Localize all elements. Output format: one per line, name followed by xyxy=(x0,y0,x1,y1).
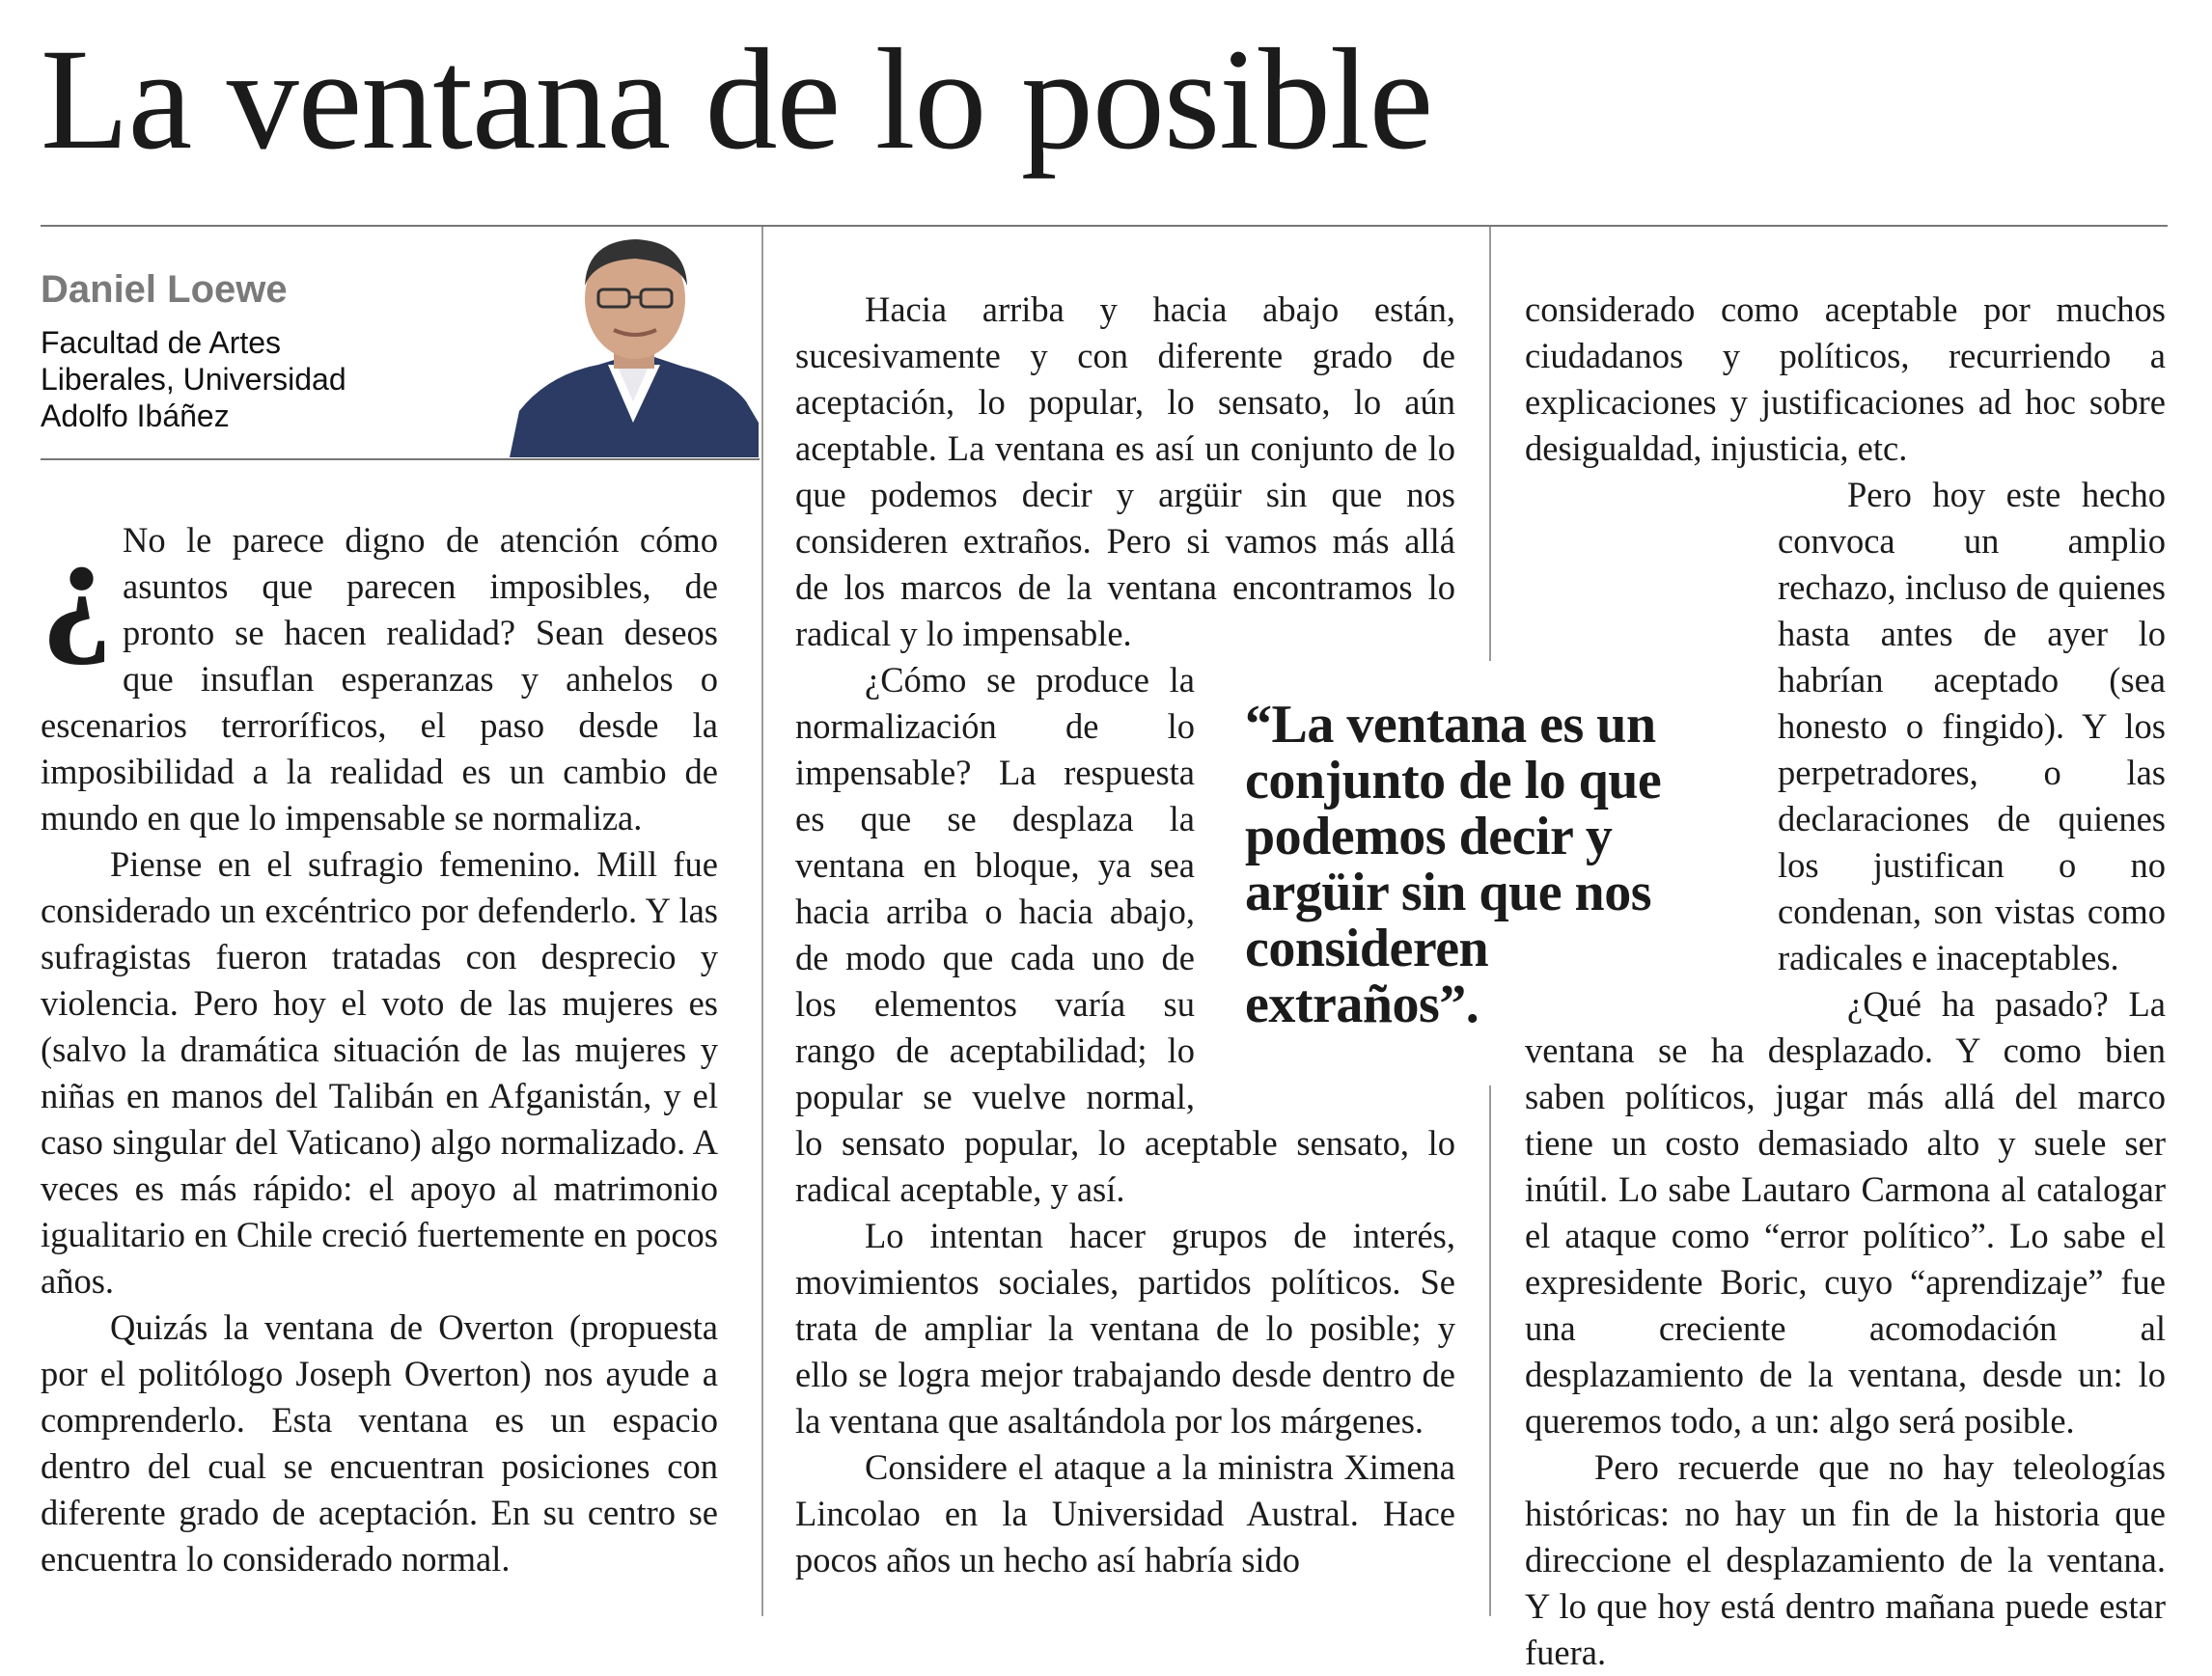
article-paragraph-2: Piense en el sufragio femenino. Mill fue considerado un excéntrico por defenderlo. Y las sufragistas fueron tratadas con desprecio y violencia. Pero hoy el voto de las mujeres es (salvo la dramática situación de las mujeres y niñas en manos del Talibán en Afganistán, y el caso singular del Vaticano) algo normalizado. A veces es más rápido: el apoyo al matrimonio igualitario en Chile creció fuertemente en pocos años. xyxy=(41,844,718,1301)
article-paragraph-8: considerado como aceptable por muchos ciudadanos y políticos, recurriendo a explicaciones y justificaciones ad hoc sobre desigualdad, injusticia, etc. xyxy=(1525,289,2166,468)
article-paragraph-3: Quizás la ventana de Overton (propuesta por el politólogo Joseph Overton) nos ayude a comprenderlo. Esta ventana es un espacio dentro del cual se encuentran posiciones con diferente grado de aceptación. En su centro se encuentra lo considerado normal. xyxy=(41,1307,718,1579)
article-paragraph-9: Pero hoy este hecho convoca un amplio rechazo, incluso de quienes hasta antes de ayer lo habrían aceptado (sea honesto o fingido). Y los perpetradores, o las declaraciones de quienes los justifican o no condenan, son vistas como radicales e inaceptables. xyxy=(1525,472,2166,981)
article-paragraph-7: Considere el ataque a la ministra Ximena Lincolao en la Universidad Austral. Hace pocos años un hecho así habría sido xyxy=(795,1447,1455,1580)
top-rule xyxy=(41,225,2168,227)
headline: La ventana de lo posible xyxy=(41,19,1433,179)
article-paragraph-6: Lo intentan hacer grupos de interés, movimientos sociales, partidos políticos. Se trata de ampliar la ventana de lo posible; y ello se logra mejor trabajando desde dentro de la ventana que asaltándola por los márgenes. xyxy=(795,1216,1455,1441)
pullquote: “La ventana es un conjunto de lo que podemos decir y argüir sin que nos consideren extraños”. xyxy=(1245,695,1662,1034)
drop-cap: ¿ xyxy=(41,507,113,667)
article-paragraph-4: Hacia arriba y hacia abajo están, sucesivamente y con diferente grado de aceptación, lo popular, lo sensato, lo aún aceptable. La ventana es así un conjunto de lo que podemos decir y argüir sin que nos consideren extraños. Pero si vamos más allá de los marcos de la ventana encontramos lo radical y lo impensable. xyxy=(795,289,1455,653)
article-column-1 xyxy=(41,507,718,1582)
article-paragraph-10: ¿Qué ha pasado? La ventana se ha desplazado. Y como bien saben políticos, jugar más allá del marco tiene un costo demasiado alto y suele ser inútil. Lo sabe Lautaro Carmona al catalogar el ataque como “error político”. Lo sabe el expresidente Boric, cuyo “aprendizaje” fue una creciente acomodación al desplazamiento de la ventana, desde un: lo queremos todo, a un: algo será posible. xyxy=(1525,984,2166,1441)
column-divider-1 xyxy=(761,227,763,1616)
author-name: Daniel Loewe xyxy=(41,268,288,311)
article-paragraph-11: Pero recuerde que no hay teleologías históricas: no hay un fin de la historia que direccione el desplazamiento de la ventana. Y lo que hoy está dentro mañana puede estar fuera. xyxy=(1525,1447,2166,1672)
article-paragraph-5: ¿Cómo se produce la normalización de lo impensable? La respuesta es que se desplaza la ventana en bloque, ya sea hacia arriba o hacia abajo, de modo que cada uno de los elementos varía su rango de aceptabilidad; lo popular se vuelve normal, lo sensato popular, lo aceptable sensato, lo radical aceptable, y así. xyxy=(795,657,1455,1213)
author-portrait xyxy=(510,230,759,457)
article-paragraph-1: ¿ No le parece digno de atención cómo asuntos que parecen imposibles, de pronto se hacen realidad? Sean deseos que insuflan esperanzas y anhelos o escenarios terroríficos, el paso desde la imposibilidad a la realidad es un cambio de mundo en que lo impensable se normaliza. xyxy=(41,507,718,838)
author-rule xyxy=(41,458,760,460)
author-affiliation: Facultad de Artes Liberales, Universidad Adolfo Ibáñez xyxy=(41,325,346,433)
author-photo-image xyxy=(510,230,759,457)
